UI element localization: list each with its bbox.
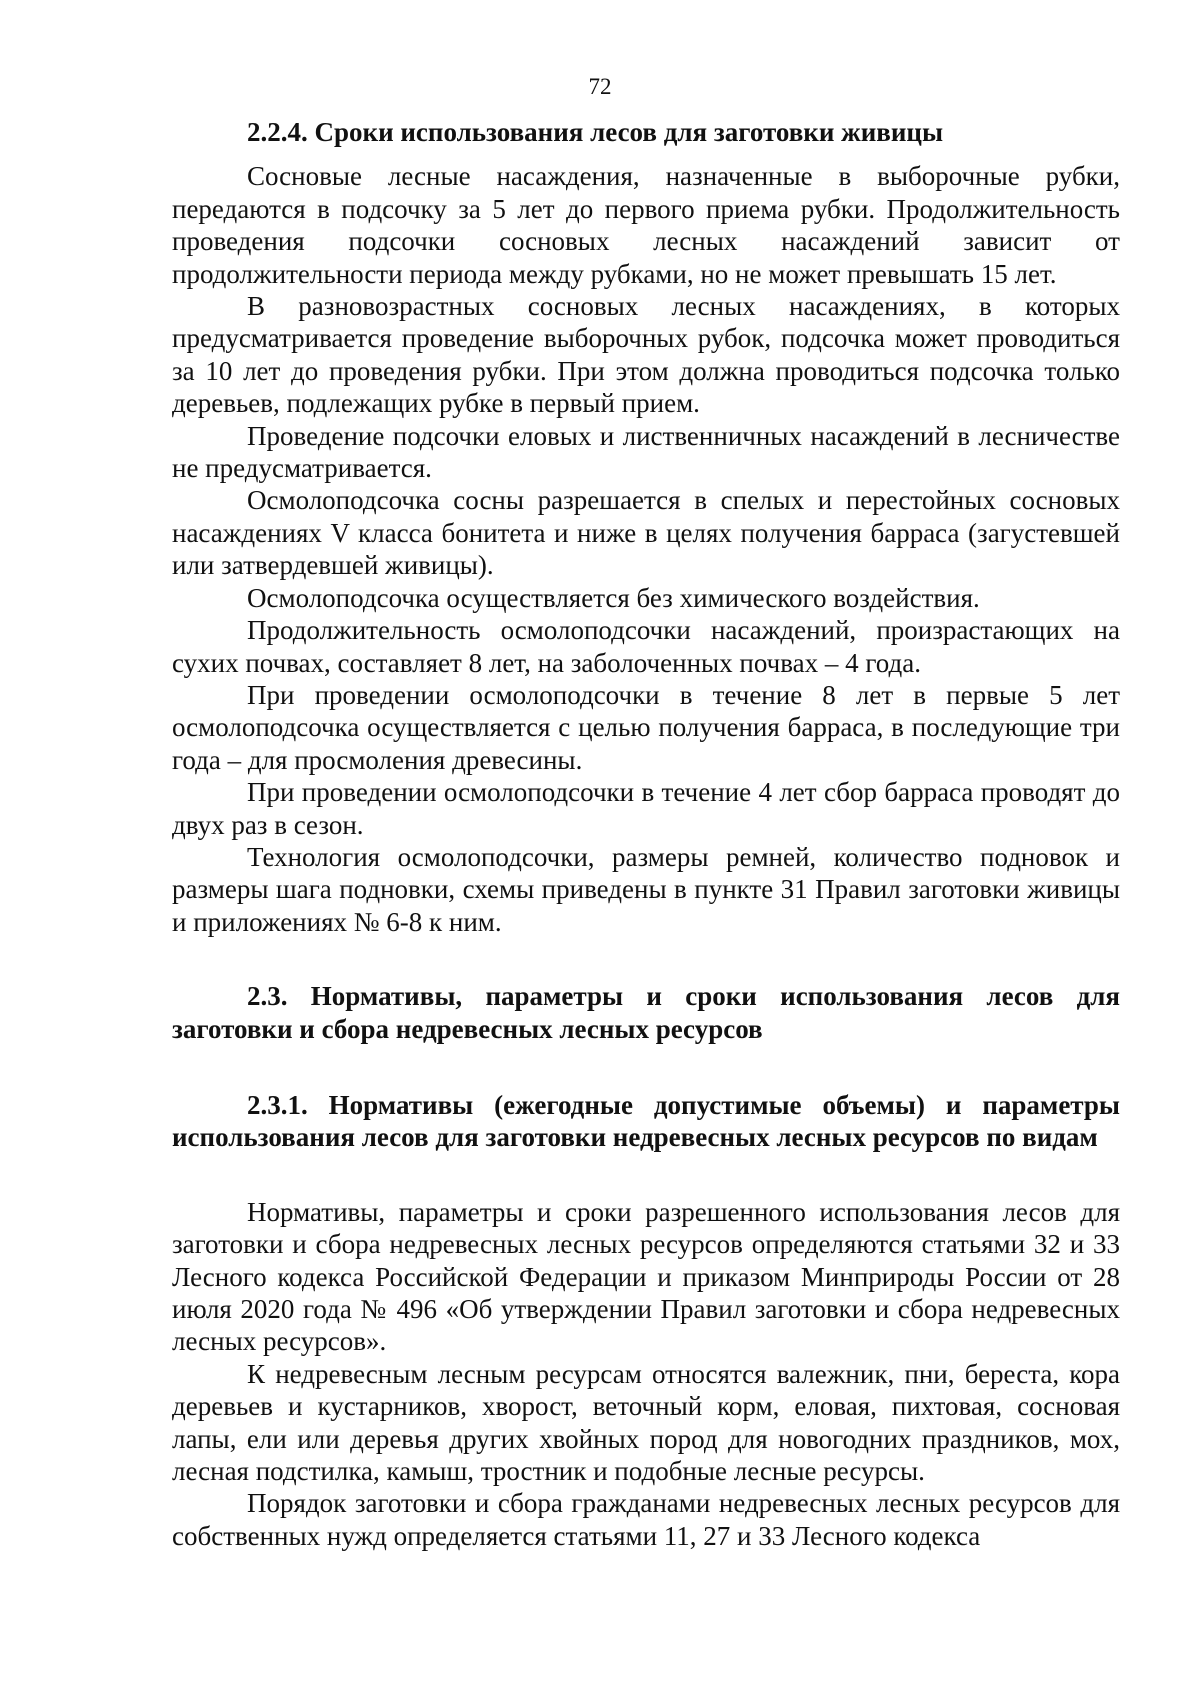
paragraph: Осмолоподсочка осуществляется без химического воздействия. — [247, 582, 980, 613]
section-heading-2-3-1: 2.3.1. Нормативы (ежегодные допустимые объемы) и параметры использования лесов для заготовки недревесных лесных ресурсов по видам — [172, 1089, 1120, 1153]
paragraph: Технология осмолоподсочки, размеры ремней, количество подновок и размеры шага подновки, схемы приведены в пункте 31 Правил заготовки живицы и приложениях № 6-8 к ним. — [172, 841, 1120, 937]
section-heading-2-3: 2.3. Нормативы, параметры и сроки использования лесов для заготовки и сбора недревесных лесных ресурсов — [172, 981, 1120, 1044]
paragraph: Продолжительность осмолоподсочки насаждений, произрастающих на сухих почвах, составляет 8 лет, на заболоченных почвах – 4 года. — [172, 615, 1120, 678]
paragraph: При проведении осмолоподсочки в течение 8 лет в первые 5 лет осмолоподсочка осуществляется с целью получения барраса, в последующие три года – для просмоления древесины. — [172, 679, 1120, 775]
paragraph: В разновозрастных сосновых лесных насаждениях, в которых предусматривается проведение выборочных рубок, подсочка может проводиться за 10 лет до проведения рубки. При этом должна проводиться подсочка только деревьев, подлежащих рубке в первый прием. — [172, 291, 1120, 419]
paragraph: Сосновые лесные насаждения, назначенные в выборочные рубки, передаются в подсочку за 5 лет до первого приема рубки. Продолжительность проведения подсочки сосновых лесных насаждений зависит от продолжительности периода между рубками, но не может превышать 15 лет. — [172, 161, 1120, 289]
section-heading-2-2-4: 2.2.4. Сроки использования лесов для заготовки живицы — [247, 117, 944, 147]
paragraph: Проведение подсочки еловых и лиственничных насаждений в лесничестве не предусматривается. — [172, 420, 1120, 484]
paragraph: Порядок заготовки и сбора гражданами недревесных лесных ресурсов для собственных нужд определяется статьями 11, 27 и 33 Лесного кодекса — [172, 1488, 1120, 1551]
paragraph: К недревесным лесным ресурсам относятся валежник, пни, береста, кора деревьев и кустарников, хворост, веточный корм, еловая, пихтовая, сосновая лапы, ели или деревья других хвойных пород для новогодних праздников, мох, лесная подстилка, камыш, тростник и подобные лесные ресурсы. — [172, 1358, 1120, 1487]
paragraph: Осмолоподсочка сосны разрешается в спелых и перестойных сосновых насаждениях V класса бонитета и ниже в целях получения барраса (загустевшей или затвердевшей живицы). — [172, 485, 1120, 581]
paragraph: Нормативы, параметры и сроки разрешенного использования лесов для заготовки и сбора недревесных лесных ресурсов определяются статьями 32 и 33 Лесного кодекса Российской Федерации и приказом Минприроды России от 28 июля 2020 года № 496 «Об утверждении Правил заготовки и сбора недревесных лесных ресурсов». — [172, 1196, 1120, 1357]
page-number: 72 — [588, 74, 612, 99]
paragraph: При проведении осмолоподсочки в течение 4 лет сбор барраса проводят до двух раз в сезон. — [172, 777, 1120, 840]
page-content — [172, 116, 1120, 1552]
